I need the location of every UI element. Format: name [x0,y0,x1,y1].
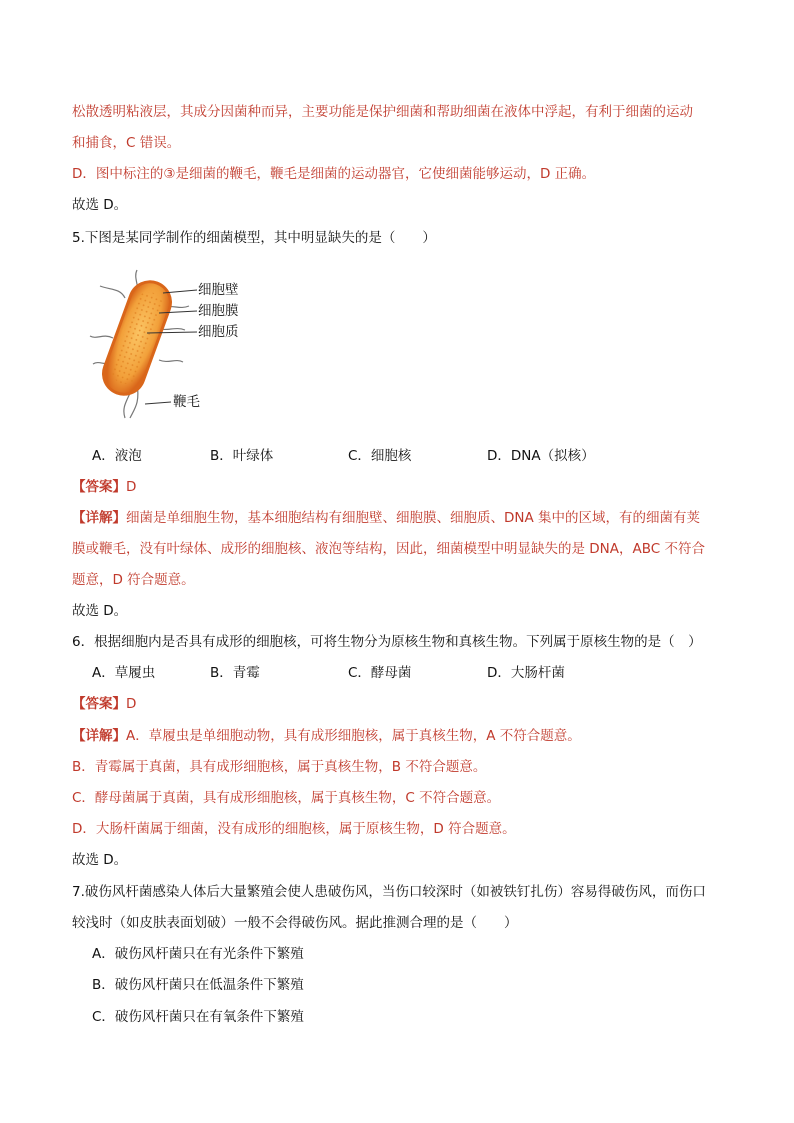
detail-line: C．酵母菌属于真菌，具有成形细胞核，属于真核生物，C 不符合题意。 [72,790,501,806]
detail-tag: 【详解】 [72,510,126,526]
conclusion-line: 故选 D。 [72,197,128,213]
answer-value: D [126,696,137,712]
detail-line: 题意，D 符合题意。 [72,572,195,588]
conclusion-line: 故选 D。 [72,603,128,619]
option-a: A．破伤风杆菌只在有光条件下繁殖 [92,946,304,962]
option-c: C．细胞核 [348,448,412,464]
figure-label-cytoplasm: 细胞质 [198,324,239,340]
detail-line: B．青霉属于真菌，具有成形细胞核，属于真核生物，B 不符合题意。 [72,759,487,775]
option-b: B．破伤风杆菌只在低温条件下繁殖 [92,977,304,993]
option-b: B．叶绿体 [210,448,274,464]
option-d: D．DNA（拟核） [487,448,595,464]
option-b: B．青霉 [210,665,260,681]
detail-line [72,726,581,746]
figure-label-cell-membrane: 细胞膜 [198,303,239,319]
option-a: A．草履虫 [92,665,156,681]
answer-tag: 【答案】 [72,479,126,495]
option-d: D．大肠杆菌 [487,665,565,681]
option-c: C．破伤风杆菌只在有氧条件下繁殖 [92,1009,304,1025]
answer-value: D [126,479,137,495]
question-5-stem: 5.下图是某同学制作的细菌模型，其中明显缺失的是（ ） [72,230,436,246]
detail-text: 细菌是单细胞生物，基本细胞结构有细胞壁、细胞膜、细胞质、DNA 集中的区域，有的细菌有荚 [126,510,701,526]
explanation-line: 松散透明粘液层，其成分因菌种而异，主要功能是保护细菌和帮助细菌在液体中浮起，有利于细菌的运动 [72,104,693,120]
bacterium-figure [85,268,255,428]
detail-tag: 【详解】 [72,728,126,744]
bacterium-body [96,274,178,402]
detail-line: D．大肠杆菌属于细菌，没有成形的细胞核，属于原核生物，D 符合题意。 [72,821,516,837]
conclusion-line: 故选 D。 [72,852,128,868]
detail-text: A．草履虫是单细胞动物，具有成形细胞核，属于真核生物，A 不符合题意。 [126,728,581,744]
figure-label-flagellum: 鞭毛 [173,394,200,410]
explanation-line: D．图中标注的③是细菌的鞭毛，鞭毛是细菌的运动器官，它使细菌能够运动，D 正确。 [72,166,596,182]
question-7-stem: 较浅时（如皮肤表面划破）一般不会得破伤风。据此推测合理的是（ ） [72,915,518,931]
answer-line [72,694,136,714]
answer-line [72,477,136,497]
question-6-stem: 6．根据细胞内是否具有成形的细胞核，可将生物分为原核生物和真核生物。下列属于原核生物的是（ ） [72,634,702,650]
detail-line [72,508,700,528]
answer-tag: 【答案】 [72,696,126,712]
figure-label-cell-wall: 细胞壁 [198,282,239,298]
explanation-line: 和捕食，C 错误。 [72,135,181,151]
option-c: C．酵母菌 [348,665,412,681]
question-7-stem: 7.破伤风杆菌感染人体后大量繁殖会使人患破伤风，当伤口较深时（如被铁钉扎伤）容易得破伤风，而伤口 [72,884,706,900]
option-a: A．液泡 [92,448,142,464]
detail-line: 膜或鞭毛，没有叶绿体、成形的细胞核、液泡等结构，因此，细菌模型中明显缺失的是 DNA，ABC 不符合 [72,541,705,557]
